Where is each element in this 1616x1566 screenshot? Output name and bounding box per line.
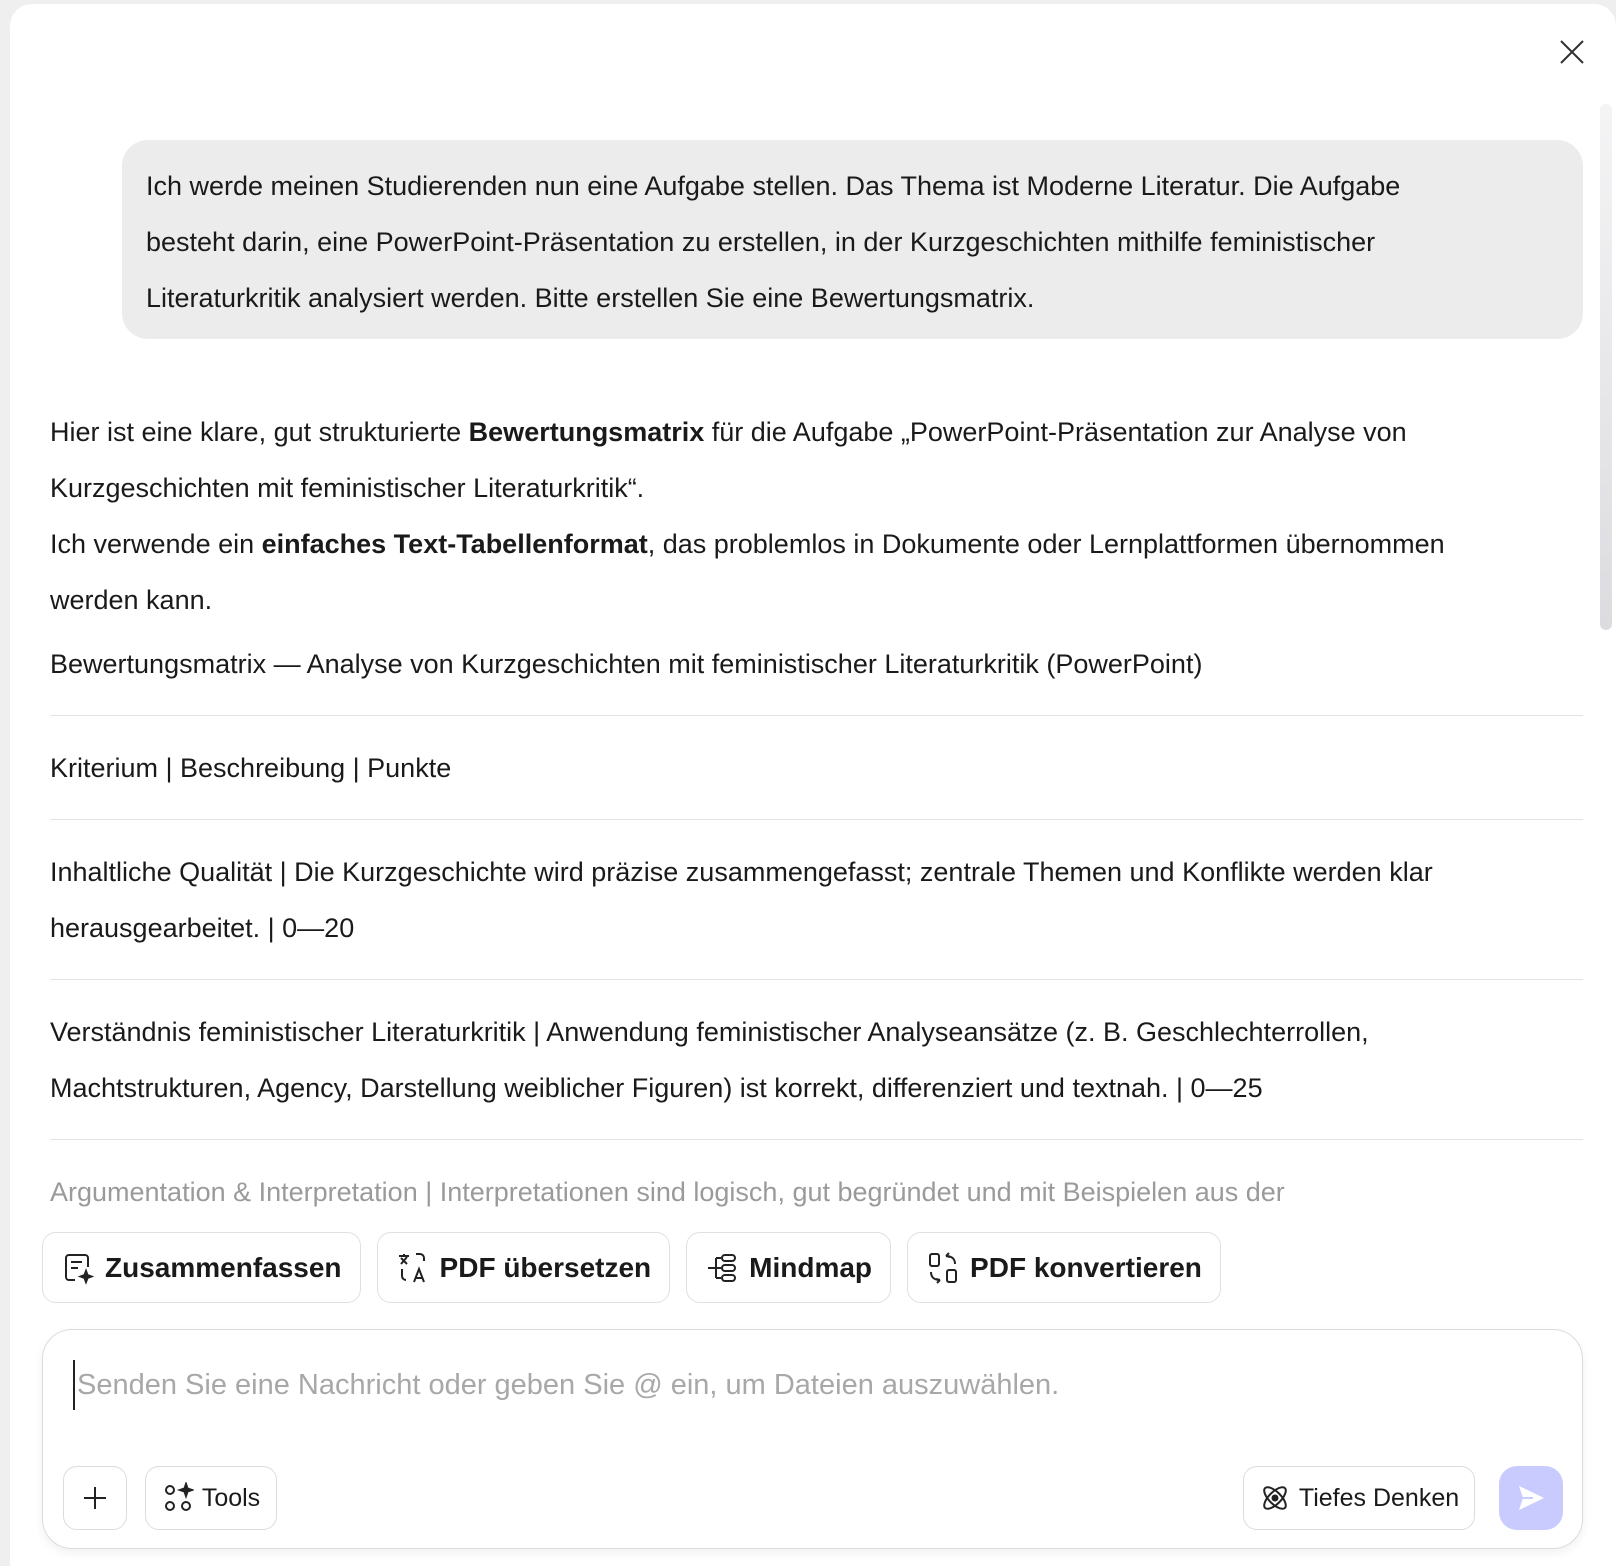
tools-icon bbox=[162, 1482, 194, 1514]
bold-text: Bewertungsmatrix bbox=[468, 417, 705, 447]
assistant-message bbox=[50, 404, 1583, 1220]
scrollbar[interactable] bbox=[1600, 104, 1612, 630]
answer-intro-line bbox=[50, 516, 1583, 572]
divider bbox=[50, 1139, 1583, 1140]
tools-label: Tools bbox=[201, 1483, 261, 1512]
matrix-header-row: Kriterium | Beschreibung | Punkte bbox=[50, 753, 452, 783]
user-message-line: Literaturkritik analysiert werden. Bitte erstellen Sie eine Bewertungsmatrix. bbox=[146, 283, 1035, 313]
close-icon[interactable] bbox=[1558, 38, 1586, 66]
matrix-title: Bewertungsmatrix — Analyse von Kurzgeschichten mit feministischer Literaturkritik (PowerPoint) bbox=[50, 649, 1203, 679]
quick-actions bbox=[42, 1232, 1221, 1303]
matrix-row: Machtstrukturen, Agency, Darstellung weiblicher Figuren) ist korrekt, differenziert und textnah. | 0—25 bbox=[50, 1073, 1263, 1103]
plus-icon bbox=[82, 1485, 108, 1511]
atom-icon bbox=[1259, 1482, 1291, 1514]
translate-pdf-button[interactable] bbox=[377, 1232, 671, 1303]
convert-icon bbox=[926, 1251, 960, 1285]
deep-think-label: Tiefes Denken bbox=[1298, 1483, 1460, 1512]
divider bbox=[50, 979, 1583, 980]
divider bbox=[50, 819, 1583, 820]
answer-intro-line: werden kann. bbox=[50, 585, 213, 615]
text: Hier ist eine klare, gut strukturierte bbox=[50, 417, 469, 447]
matrix-row: Argumentation & Interpretation | Interpretationen sind logisch, gut begründet und mit Beispielen aus der bbox=[50, 1177, 1285, 1207]
user-message-line: Ich werde meinen Studierenden nun eine Aufgabe stellen. Das Thema ist Moderne Literatur. Die Aufgabe bbox=[146, 171, 1401, 201]
translate-pdf-label: PDF übersetzen bbox=[439, 1251, 652, 1283]
add-button[interactable] bbox=[63, 1466, 127, 1530]
translate-icon bbox=[396, 1251, 430, 1285]
bold-text: einfaches Text-Tabellenformat bbox=[261, 529, 648, 559]
matrix-row: herausgearbeitet. | 0—20 bbox=[50, 913, 355, 943]
summarize-label: Zusammenfassen bbox=[105, 1251, 342, 1283]
text: , das problemlos in Dokumente oder Lernplattformen übernommen bbox=[647, 529, 1445, 559]
message-input[interactable] bbox=[73, 1360, 1477, 1410]
matrix-row: Inhaltliche Qualität | Die Kurzgeschichte wird präzise zusammengefasst; zentrale Themen und Konflikte werden klar bbox=[50, 857, 1433, 887]
send-icon bbox=[1516, 1483, 1546, 1513]
mindmap-button[interactable] bbox=[686, 1232, 891, 1303]
divider bbox=[50, 715, 1583, 716]
convert-pdf-button[interactable] bbox=[907, 1232, 1221, 1303]
user-message-line: besteht darin, eine PowerPoint-Präsentation zu erstellen, in der Kurzgeschichten mithilfe feministischer bbox=[146, 227, 1376, 257]
user-message-bubble bbox=[122, 140, 1583, 339]
deep-think-button[interactable] bbox=[1243, 1466, 1475, 1530]
send-button[interactable] bbox=[1499, 1466, 1563, 1530]
mindmap-label: Mindmap bbox=[749, 1251, 873, 1283]
answer-intro-line bbox=[50, 404, 1583, 460]
answer-intro-line: Kurzgeschichten mit feministischer Literaturkritik“. bbox=[50, 473, 645, 503]
tools-button[interactable] bbox=[145, 1466, 277, 1530]
message-composer bbox=[42, 1329, 1583, 1549]
mindmap-icon bbox=[705, 1251, 739, 1285]
summarize-icon bbox=[61, 1251, 95, 1285]
text: für die Aufgabe „PowerPoint-Präsentation zur Analyse von bbox=[704, 417, 1407, 447]
matrix-row: Verständnis feministischer Literaturkritik | Anwendung feministischer Analyseansätze (z. B. Geschlechterrollen, bbox=[50, 1017, 1369, 1047]
convert-pdf-label: PDF konvertieren bbox=[970, 1251, 1202, 1283]
text: Ich verwende ein bbox=[50, 529, 262, 559]
summarize-button[interactable] bbox=[42, 1232, 361, 1303]
